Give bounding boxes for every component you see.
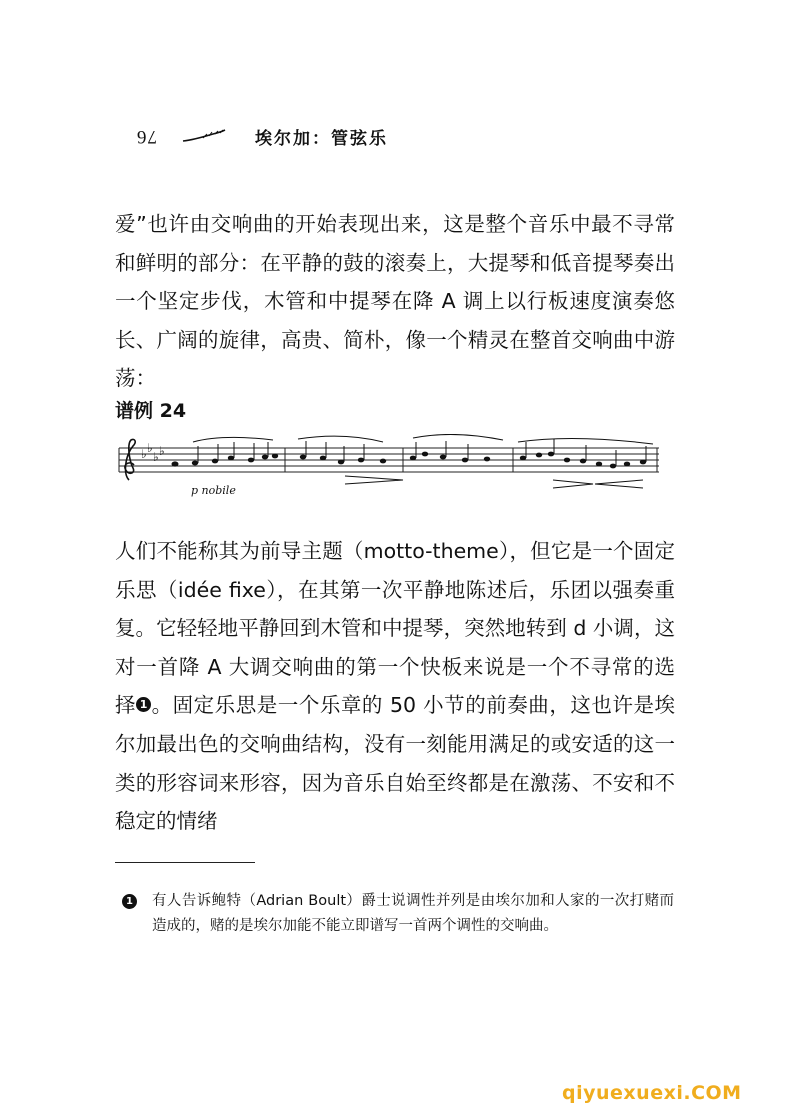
svg-text:♭: ♭	[159, 444, 165, 458]
footnote-reference-icon[interactable]: 1	[136, 697, 151, 712]
running-header	[136, 121, 388, 151]
hairpins	[345, 476, 643, 488]
body-paragraph-1: 爱”也许由交响曲的开始表现出来，这是整个音乐中最不寻常和鲜明的部分：在平静的鼓的滚奏上，大提琴和低音提琴奏出一个坚定步伐，木管和中提琴在降 A 调上以行板速度演奏悠长、广阔的旋律，高贵、简朴，像一个精灵在整首交响曲中游荡：	[115, 212, 675, 391]
key-signature-flats	[141, 441, 165, 464]
footnote-divider	[115, 862, 255, 863]
example-label: 谱例 24	[115, 400, 187, 422]
music-score-excerpt	[113, 434, 661, 500]
svg-text:♭: ♭	[141, 447, 147, 461]
note-stems	[198, 439, 646, 466]
page-number: 76	[136, 126, 157, 147]
running-title: 埃尔加：管弦乐	[255, 128, 388, 149]
footnote	[126, 889, 674, 939]
body-paragraph-2	[115, 532, 675, 841]
svg-text:♭: ♭	[147, 441, 153, 455]
footnote-marker-icon: 1	[122, 894, 137, 909]
dynamic-marking: p nobile	[191, 484, 236, 497]
footnote-text: 有人告诉鲍特（Adrian Boult）爵士说调性并列是由埃尔加和人家的一次打赌而造成的，赌的是埃尔加能不能立即谱写一首两个调性的交响曲。	[152, 893, 674, 934]
flourish-ornament-icon	[181, 129, 227, 143]
svg-text:♭: ♭	[153, 450, 159, 464]
paragraph-2-text: 人们不能称其为前导主题（motto-theme），但它是一个固定乐思（idée fixe），在其第一次平静地陈述后，乐团以强奏重复。它轻轻地平静回到木管和中提琴，突然地转到 d 小调，这对一首降 A 大调交响曲的第一个快板来说是一个不寻常的选择	[115, 539, 675, 718]
paragraph-2-text-cont: 。固定乐思是一个乐章的 50 小节的前奏曲，这也许是埃尔加最出色的交响曲结构，没有一刻能用满足的或安适的这一类的形容词来形容，因为音乐自始至终都是在激荡、不安和不稳定的情绪	[115, 693, 676, 834]
slurs	[193, 434, 653, 444]
site-watermark: qiyuexuexi.COM	[562, 1082, 742, 1104]
